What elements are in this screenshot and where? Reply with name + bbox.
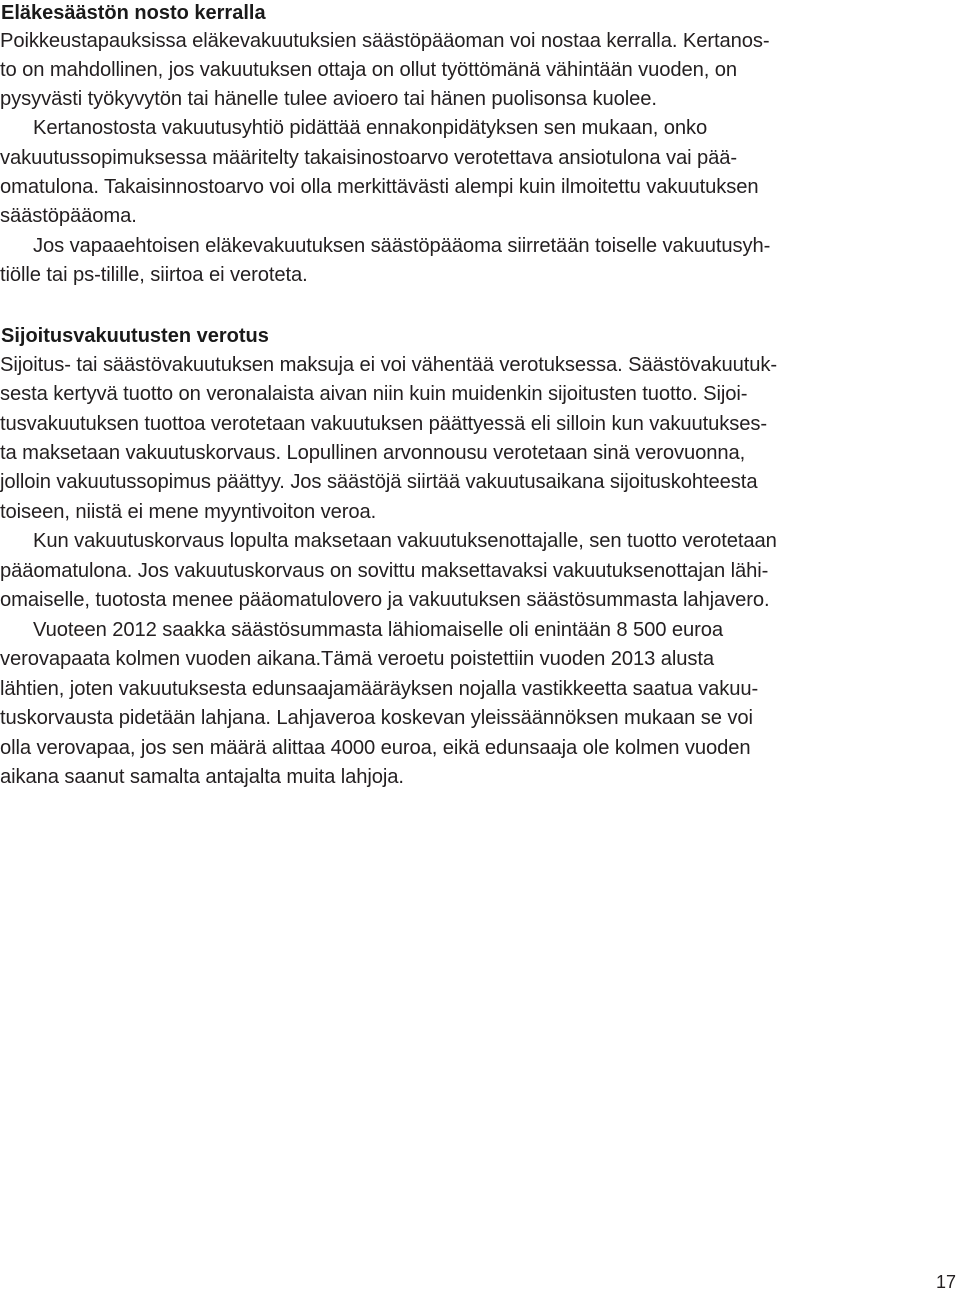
section-heading: Eläkesäästön nosto kerralla — [1, 2, 266, 24]
paragraph-line: olla verovapaa, jos sen määrä alittaa 4000 euroa, eikä edunsaaja ole kolmen vuoden — [0, 737, 751, 759]
paragraph-line: pääomatulona. Jos vakuutuskorvaus on sovittu maksettavaksi vakuutuksenottajan lähi- — [0, 560, 769, 582]
paragraph-line: Sijoitus- tai säästövakuutuksen maksuja ei voi vähentää verotuksessa. Säästövakuutuk- — [0, 354, 777, 376]
paragraph-line: säästöpääoma. — [0, 205, 137, 227]
paragraph-line: lähtien, joten vakuutuksesta edunsaajamääräyksen nojalla vastikkeetta saatua vakuu- — [0, 678, 759, 700]
paragraph-line: tuskorvausta pidetään lahjana. Lahjaveroa koskevan yleissäännöksen mukaan se voi — [0, 707, 753, 729]
paragraph-line: Jos vapaaehtoisen eläkevakuutuksen säästöpääoma siirretään toiselle vakuutusyh- — [33, 235, 771, 257]
paragraph-line: Poikkeustapauksissa eläkevakuutuksien säästöpääoman voi nostaa kerralla. Kertanos- — [0, 30, 770, 52]
paragraph-line: toiseen, niistä ei mene myyntivoiton veroa. — [0, 501, 377, 523]
paragraph-line: Kertanostosta vakuutusyhtiö pidättää ennakonpidätyksen sen mukaan, onko — [33, 117, 708, 139]
section-heading: Sijoitusvakuutusten verotus — [1, 325, 269, 347]
paragraph-line: jolloin vakuutussopimus päättyy. Jos säästöjä siirtää vakuutusaikana sijoituskohteesta — [0, 471, 758, 493]
paragraph-line: vakuutussopimuksessa määritelty takaisinostoarvo verotettava ansiotulona vai pää- — [0, 147, 737, 169]
paragraph-line: pysyvästi työkyvytön tai hänelle tulee avioero tai hänen puolisonsa kuolee. — [0, 88, 657, 110]
paragraph-line: Vuoteen 2012 saakka säästösummasta lähiomaiselle oli enintään 8 500 euroa — [33, 619, 723, 641]
paragraph-line: tiölle tai ps-tilille, siirtoa ei veroteta. — [0, 264, 308, 286]
paragraph-line: sesta kertyvä tuotto on veronalaista aivan niin kuin muidenkin sijoitusten tuotto. Sijoi- — [0, 383, 748, 405]
paragraph-line: ta maksetaan vakuutuskorvaus. Lopullinen arvonnousu verotetaan sinä verovuonna, — [0, 442, 746, 464]
paragraph-line: tusvakuutuksen tuottoa verotetaan vakuutuksen päättyessä eli silloin kun vakuutukses- — [0, 413, 767, 435]
paragraph-line: Kun vakuutuskorvaus lopulta maksetaan vakuutuksenottajalle, sen tuotto verotetaan — [33, 530, 777, 552]
paragraph-line: verovapaata kolmen vuoden aikana.Tämä veroetu poistettiin vuoden 2013 alusta — [0, 648, 715, 670]
page-number: 17 — [935, 1272, 956, 1292]
paragraph-line: to on mahdollinen, jos vakuutuksen ottaja on ollut työttömänä vähintään vuoden, on — [0, 59, 738, 81]
paragraph-line: omatulona. Takaisinnostoarvo voi olla merkittävästi alempi kuin ilmoitettu vakuutuksen — [0, 176, 759, 198]
paragraph-line: omaiselle, tuotosta menee pääomatulovero ja vakuutuksen säästösummasta lahjavero. — [0, 589, 770, 611]
paragraph-line: aikana saanut samalta antajalta muita lahjoja. — [0, 766, 404, 788]
